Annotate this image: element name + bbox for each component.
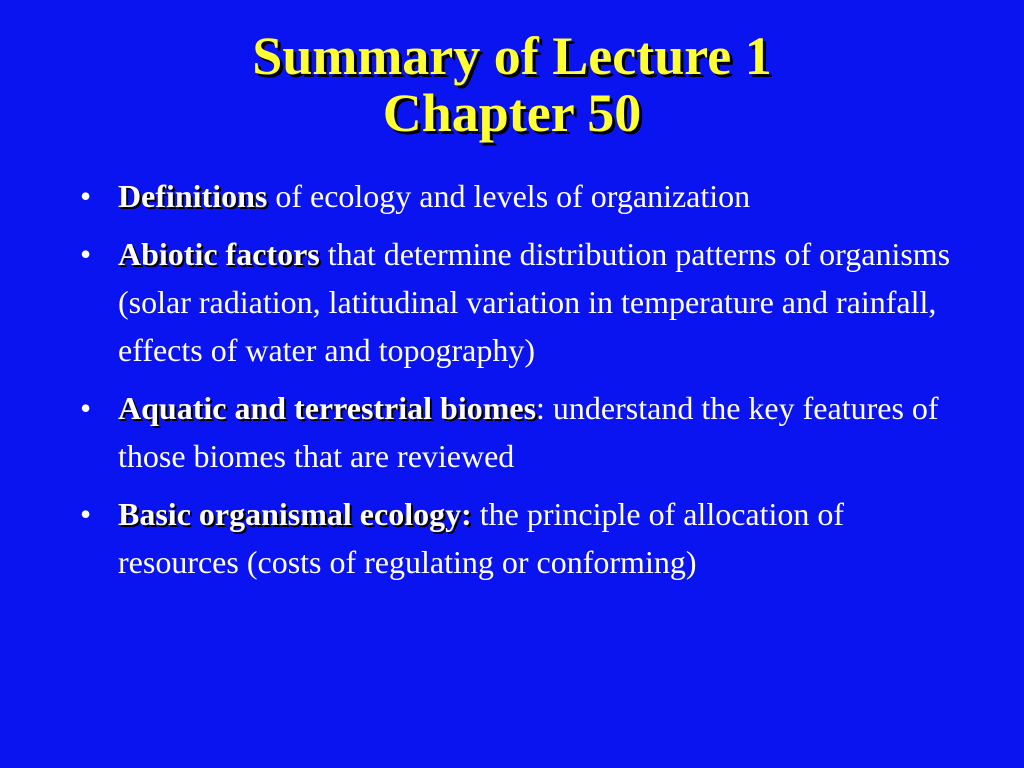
bullet-term: Basic organismal ecology:: [118, 496, 472, 532]
bullet-text: the principle of allocation of resources (costs of regulating or conforming): [118, 496, 845, 580]
bullet-icon: •: [80, 236, 92, 272]
bullet-term: Abiotic factors: [118, 236, 320, 272]
bullet-item-biomes: [80, 384, 960, 480]
bullet-item-definitions: [80, 172, 960, 220]
bullet-text: : understand the key features of those biomes that are reviewed: [118, 390, 939, 474]
bullet-term: Aquatic and terrestrial biomes: [118, 390, 537, 426]
bullet-list: [80, 172, 960, 596]
bullet-item-abiotic-factors: [80, 230, 960, 374]
bullet-icon: •: [80, 390, 92, 426]
bullet-item-organismal-ecology: [80, 490, 960, 586]
bullet-icon: •: [80, 178, 92, 214]
title-line-2: Chapter 50: [382, 83, 642, 143]
bullet-text: that determine distribution patterns of organisms (solar radiation, latitudinal variation in temperature and rainfall, effects of water and topography): [118, 236, 951, 368]
bullet-text: of ecology and levels of organization: [267, 178, 751, 214]
title-line-1: Summary of Lecture 1: [252, 26, 772, 86]
slide-title: [0, 28, 1024, 142]
bullet-term: Definitions: [118, 178, 268, 214]
bullet-icon: •: [80, 496, 92, 532]
